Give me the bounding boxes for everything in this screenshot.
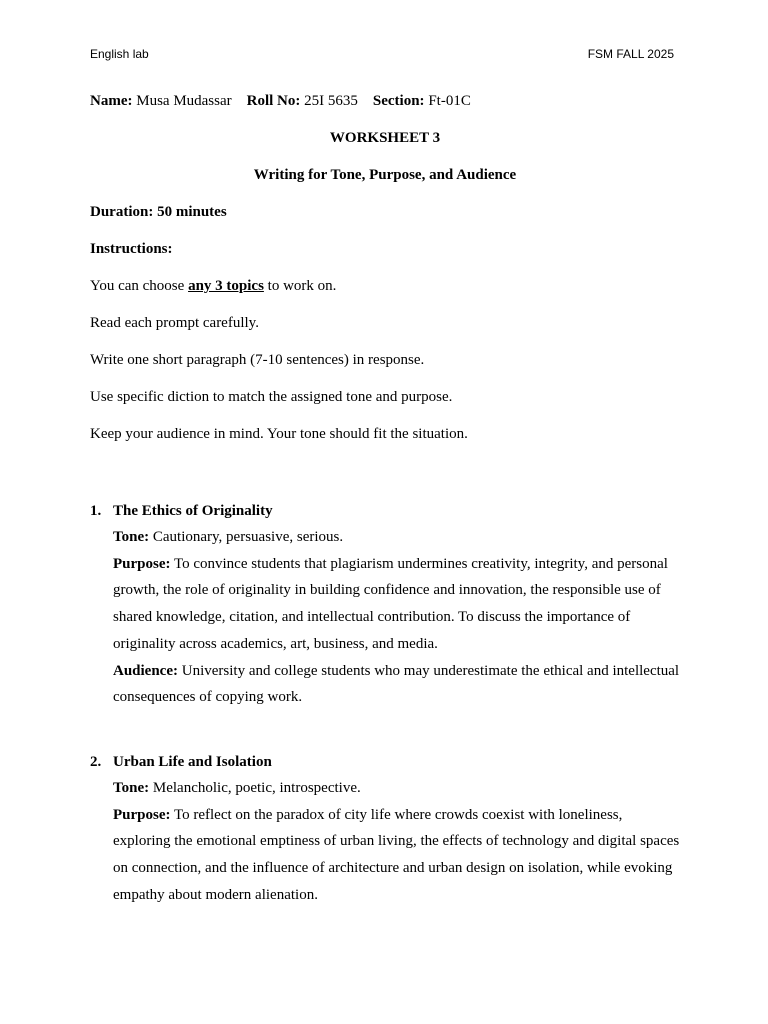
topic-item-1 [90, 498, 680, 711]
roll-value: 25I 5635 [304, 93, 358, 109]
purpose-value: To convince students that plagiarism undermines creativity, integrity, and personal growth, the role of originality in building confidence and innovation, the responsible use of shared knowledge, citation, and intellectual contribution. To discuss the importance of originality across academics, art, business, and media. [113, 555, 668, 652]
section-label: Section: [372, 93, 425, 109]
name-label: Name: [90, 93, 133, 109]
purpose-label: Purpose: [113, 555, 171, 572]
header-term: FSM FALL 2025 [587, 47, 674, 61]
topic-item-2 [90, 749, 680, 909]
topic-number: 2. [90, 753, 102, 770]
student-info [90, 91, 680, 112]
document-body [90, 91, 680, 908]
purpose-value: To reflect on the paradox of city life where crowds coexist with loneliness, exploring the emotional emptiness of urban living, the effects of technology and digital spaces on connection, and the influence of architecture and urban design on isolation, while evoking empathy about modern alienation. [113, 806, 680, 903]
audience-label: Audience: [113, 662, 178, 679]
instruction-1-pre: You can choose [90, 278, 189, 294]
topic-title: Urban Life and Isolation [113, 753, 272, 770]
instructions-heading: Instructions: [90, 241, 173, 257]
topic-title: The Ethics of Originality [113, 503, 273, 519]
section-value: Ft-01C [428, 93, 471, 109]
instruction-1-post: to work on. [263, 278, 337, 294]
instruction-1-emphasis: any 3 topics [188, 278, 264, 294]
topic-purpose [113, 551, 680, 658]
instruction-line-3: Write one short paragraph (7-10 sentences) in response. [90, 352, 425, 368]
tone-label: Tone: [113, 529, 150, 545]
header-course: English lab [90, 47, 149, 61]
instruction-line-2: Read each prompt carefully. [90, 315, 259, 331]
name-value: Musa Mudassar [136, 93, 232, 109]
roll-label: Roll No: [246, 93, 301, 109]
tone-label: Tone: [113, 779, 150, 796]
worksheet-title: WORKSHEET 3 [329, 130, 441, 146]
topic-purpose [113, 802, 680, 909]
tone-value: Melancholic, poetic, introspective. [149, 779, 361, 796]
instruction-line-5: Keep your audience in mind. Your tone should fit the situation. [90, 426, 468, 442]
topic-tone [113, 524, 680, 551]
duration: Duration: 50 minutes [90, 204, 227, 220]
tone-value: Cautionary, persuasive, serious. [149, 529, 344, 545]
purpose-label: Purpose: [113, 806, 171, 823]
instruction-line-4: Use specific diction to match the assigned tone and purpose. [90, 389, 453, 405]
topic-audience [113, 658, 680, 711]
worksheet-subtitle: Writing for Tone, Purpose, and Audience [253, 167, 517, 183]
topic-tone [113, 775, 680, 802]
instruction-line-1 [90, 276, 680, 297]
audience-value: University and college students who may underestimate the ethical and intellectual consequences of copying work. [113, 662, 680, 706]
topic-number: 1. [90, 503, 102, 519]
